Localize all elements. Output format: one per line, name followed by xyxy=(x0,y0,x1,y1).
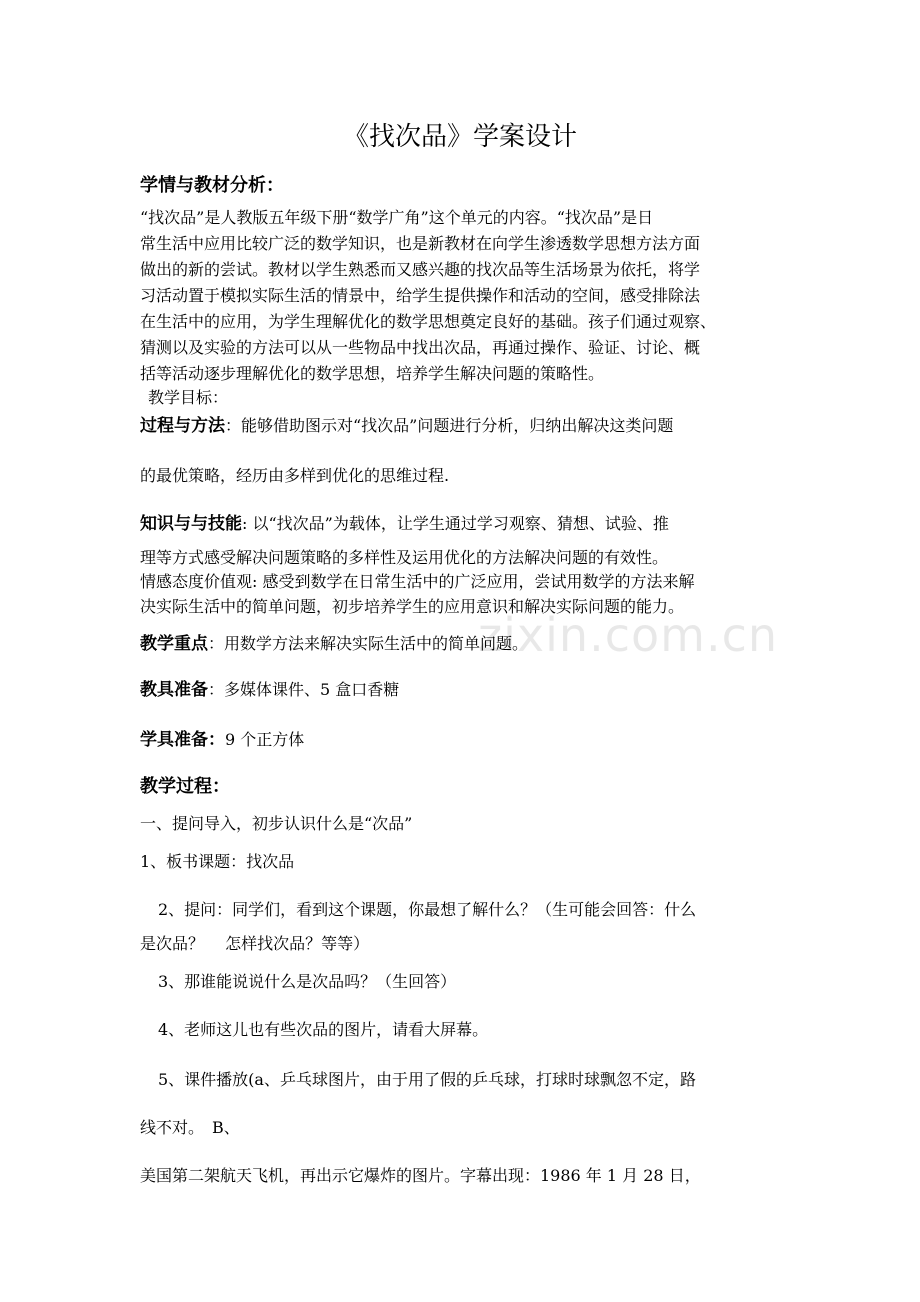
analysis-heading: 学情与教材分析： xyxy=(140,175,284,196)
knowledge-skill-line1 xyxy=(140,512,782,536)
student-tools-text: 9 个正方体 xyxy=(225,730,305,749)
step-1: 1、板书课题：找次品 xyxy=(140,852,295,871)
step-2-line1: 2、提问：同学们，看到这个课题，你最想了解什么？（生可能会回答：什么 xyxy=(158,900,697,919)
step-5-line1: 5、课件播放(a、乒乓球图片，由于用了假的乒乓球，打球时球飘忽不定，路 xyxy=(158,1070,696,1089)
key-point-text: ：用数学方法来解决实际生活中的简单问题。 xyxy=(208,634,529,653)
teacher-tools-text: ：多媒体课件、5 盒口香糖 xyxy=(208,680,400,699)
analysis-line: 常生活中应用比较广泛的数学知识，也是新教材在向学生渗透数学思想方法方面 xyxy=(140,234,701,253)
step-intro: 一、提问导入，初步认识什么是“次品” xyxy=(140,814,413,833)
knowledge-skill-line2: 理等方式感受解决问题策略的多样性及运用优化的方法解决问题的有效性。 xyxy=(140,548,669,567)
step-5-line3: 美国第二架航天飞机，再出示它爆炸的图片。字幕出现：1986 年 1 月 28 日， xyxy=(140,1166,701,1185)
analysis-line: “找次品”是人教版五年级下册“数学广角”这个单元的内容。“找次品”是日 xyxy=(140,208,654,227)
teacher-tools-line xyxy=(140,678,782,702)
document-title: 《找次品》学案设计 xyxy=(342,122,577,152)
process-method-line1 xyxy=(140,414,782,438)
process-method-label: 过程与方法 xyxy=(140,416,225,436)
student-tools-label: 学具准备： xyxy=(140,730,225,750)
objectives-label: 教学目标： xyxy=(148,388,229,407)
process-method-text: ：能够借助图示对“找次品”问题进行分析，归纳出解决这类问题 xyxy=(225,416,674,435)
step-5-line2: 线不对。 B、 xyxy=(140,1118,240,1137)
emotion-line2: 决实际生活中的简单问题，初步培养学生的应用意识和解决实际问题的能力。 xyxy=(140,597,685,616)
analysis-line: 括等活动逐步理解优化的数学思想，培养学生解决问题的策略性。 xyxy=(140,364,605,383)
knowledge-skill-label: 知识与与技能 xyxy=(140,514,242,534)
step-2-line2: 是次品？ 怎样找次品？等等） xyxy=(140,934,370,953)
process-method-line2: 的最优策略，经历由多样到优化的思维过程. xyxy=(140,466,450,485)
step-4: 4、老师这儿也有些次品的图片，请看大屏幕。 xyxy=(158,1020,489,1039)
step-3: 3、那谁能说说什么是次品吗？（生回答） xyxy=(158,972,457,991)
student-tools-line xyxy=(140,728,782,752)
teacher-tools-label: 教具准备 xyxy=(140,680,208,700)
analysis-line: 做出的新的尝试。教材以学生熟悉而又感兴趣的找次品等生活场景为依托，将学 xyxy=(140,260,701,279)
analysis-line: 习活动置于模拟实际生活的情景中，给学生提供操作和活动的空间，感受排除法 xyxy=(140,286,701,305)
watermark: zixin.com.cn xyxy=(478,608,779,662)
key-point-label: 教学重点 xyxy=(140,634,208,654)
emotion-line1: 情感态度价值观: 感受到数学在日常生活中的广泛应用，尝试用数学的方法来解 xyxy=(140,572,695,591)
process-heading: 教学过程： xyxy=(140,776,230,797)
knowledge-skill-text: : 以“找次品”为载体，让学生通过学习观察、猜想、试验、推 xyxy=(242,514,669,533)
analysis-line: 在生活中的应用，为学生理解优化的数学思想奠定良好的基础。孩子们通过观察、 xyxy=(140,312,717,331)
analysis-line: 猜测以及实验的方法可以从一些物品中找出次品，再通过操作、验证、讨论、概 xyxy=(140,338,701,357)
